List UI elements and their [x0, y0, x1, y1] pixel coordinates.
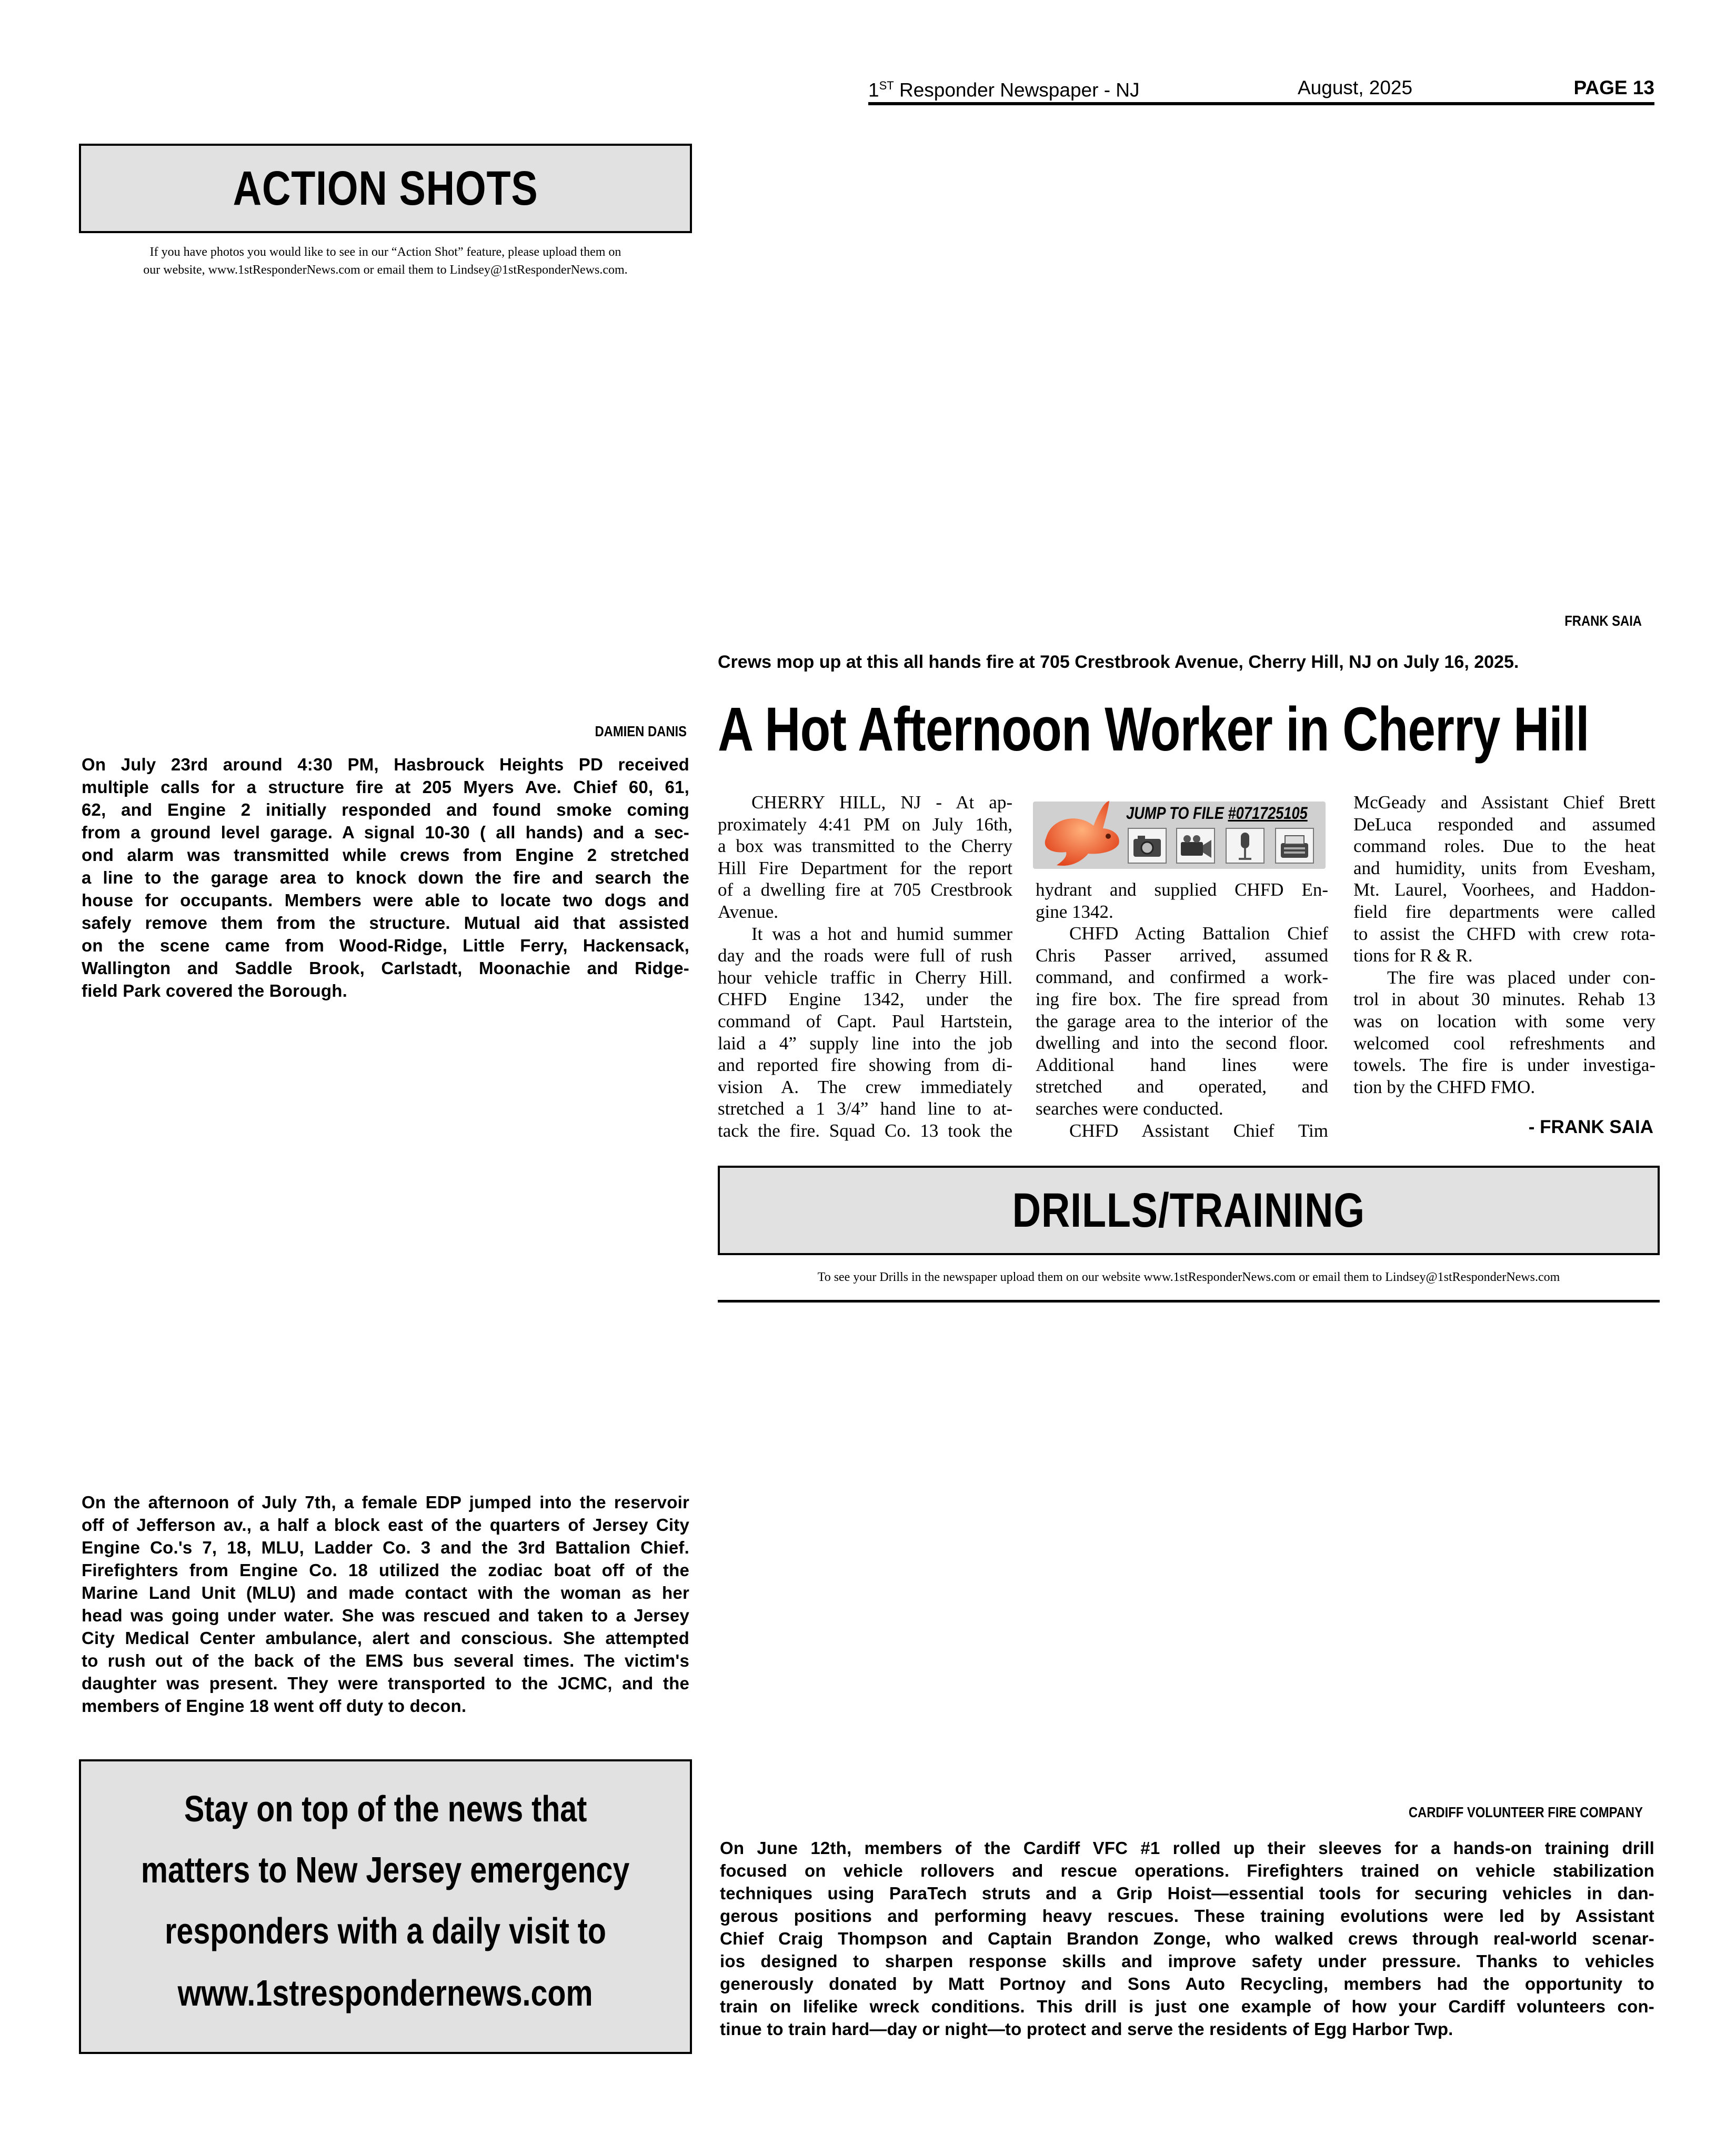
caption-line: On June 12th, members of the Cardiff VFC #1 rolled up their sleeves for a hands-on training drill [720, 1838, 1654, 1858]
article-line: Additional hand lines were [1036, 1054, 1328, 1075]
article-line: welcomed cool refreshments and [1353, 1033, 1655, 1054]
caption-line: 62, and Engine 2 initially responded and found smoke coming [82, 800, 689, 819]
article-byline: - FRANK SAIA [1528, 1117, 1653, 1137]
article-line: and reported fire showing from di- [718, 1055, 1012, 1076]
article-line: gine 1342. [1036, 901, 1113, 922]
caption-line: off of Jefferson av., a half a block east of the quarters of Jersey City [82, 1515, 689, 1535]
microphone-icon [1226, 828, 1264, 863]
caption-line: train on lifelike wreck conditions. This drill is just one example of how your Cardiff volunteers con- [720, 1997, 1654, 2016]
article-line: of a dwelling fire at 705 Crestbrook [718, 879, 1012, 900]
article-column-3 [1353, 792, 1655, 1098]
photo-hasbrouck [79, 284, 692, 716]
jump-label-text: JUMP TO FILE [1126, 804, 1228, 823]
action-shots-note [79, 243, 692, 279]
caption-line: a line to the garage area to knock down the fire and search the [82, 868, 689, 887]
article-line: It was a hot and humid summer [751, 923, 1012, 944]
article-line: The fire was placed under con- [1387, 967, 1655, 988]
media-icons [1126, 824, 1321, 866]
jump-file-number: #071725105 [1228, 804, 1308, 823]
article-line: ing fire box. The fire spread from [1036, 988, 1328, 1009]
article-line: day and the roads were full of rush [718, 945, 1012, 966]
photo-jersey-city [79, 1310, 692, 1489]
video-camera-icon [1177, 828, 1215, 863]
article-line: searches were conducted. [1036, 1098, 1223, 1119]
article-line: hour vehicle traffic in Cherry Hill. [718, 967, 1012, 988]
photo-credit-frank-saia: FRANK SAIA [1564, 613, 1642, 629]
article-line: Mt. Laurel, Voorhees, and Haddon- [1353, 879, 1655, 900]
camera-icon [1128, 828, 1166, 863]
article-line: vision A. The crew immediately [718, 1076, 1012, 1097]
promo-line: matters to New Jersey emergency [141, 1849, 630, 1890]
article-line: tions for R & R. [1353, 945, 1473, 966]
caption-line: Marine Land Unit (MLU) and made contact with the woman as her [82, 1583, 689, 1602]
article-line: Hill Fire Department for the report [718, 857, 1012, 878]
caption-line: on the scene came from Wood-Ridge, Little Ferry, Hackensack, [82, 936, 689, 955]
caption-line: gerous positions and performing heavy rescues. These training evolutions were led by Assistant [720, 1906, 1654, 1926]
caption-line: ond alarm was transmitted while crews from Engine 2 stretched [82, 845, 689, 865]
caption-line: head was going under water. She was rescued and taken to a Jersey [82, 1606, 689, 1625]
article-line: to assist the CHFD with crew rota- [1353, 923, 1655, 944]
article-line: and humidity, units from Evesham, [1353, 857, 1655, 878]
typewriter-icon [1276, 828, 1313, 863]
drills-training-banner [718, 1166, 1660, 1255]
article-line: laid a 4” supply line into the job [718, 1033, 1012, 1054]
article-line: dwelling and into the second floor. [1036, 1033, 1328, 1054]
caption-line: house for occupants. Members were able to locate two dogs and [82, 890, 689, 910]
cardiff-caption [720, 1837, 1654, 2040]
jersey-city-caption [82, 1491, 689, 1717]
caption-line: multiple calls for a structure fire at 205 Myers Ave. Chief 60, 61, [82, 777, 689, 797]
action-shots-title: ACTION SHOTS [233, 161, 538, 215]
promo-box[interactable] [79, 1759, 692, 2054]
article-line: was on location with some very [1353, 1010, 1655, 1031]
caption-line: from a ground level garage. A signal 10-30 ( all hands) and a sec- [82, 823, 689, 842]
caption-line: On July 23rd around 4:30 PM, Hasbrouck Heights PD received [82, 755, 689, 774]
promo-website-link[interactable]: www.1strespondernews.com [178, 1972, 593, 2013]
caption-line: Engine Co.'s 7, 18, MLU, Ladder Co. 3 and the 3rd Battalion Chief. [82, 1538, 689, 1557]
article-line: a box was transmitted to the Cherry [718, 836, 1012, 857]
caption-line: ios designed to sharpen response skills and improve safety under pressure. Thanks to vehicles [720, 1951, 1654, 1971]
article-line: Chris Passer arrived, assumed [1036, 945, 1328, 966]
article-line: Avenue. [718, 901, 778, 922]
caption-line: Wallington and Saddle Brook, Carlstadt, Moonachie and Ridge- [82, 958, 689, 978]
publication-prefix: 1 [868, 79, 879, 101]
caption-line: On the afternoon of July 7th, a female EDP jumped into the reservoir [82, 1492, 689, 1512]
caption-line: field Park covered the Borough. [82, 981, 347, 1000]
caption-line: Chief Craig Thompson and Captain Brandon Zonge, who walked crews through real-world scenar- [720, 1929, 1654, 1948]
caption-line: focused on vehicle rollovers and rescue operations. Firefighters trained on vehicle stabilization [720, 1861, 1654, 1880]
article-line: tion by the CHFD FMO. [1353, 1076, 1536, 1097]
publication-superscript: ST [879, 79, 894, 92]
caption-line: to rush out of the back of the EMS bus several times. The victim's [82, 1651, 689, 1670]
article-line: hydrant and supplied CHFD En- [1036, 879, 1328, 900]
header-rule [868, 102, 1654, 105]
article-line: CHFD Acting Battalion Chief [1069, 923, 1328, 944]
drills-note: To see your Drills in the newspaper upload them on our website www.1stResponderNews.com or email them to Lindsey@1stResponderNews.com [817, 1270, 1560, 1284]
article-line: CHFD Engine 1342, under the [718, 989, 1012, 1010]
article-line: command roles. Due to the heat [1353, 836, 1655, 857]
article-line: the garage area to the interior of the [1036, 1010, 1328, 1031]
caption-line: daughter was present. They were transported to the JCMC, and the [82, 1674, 689, 1693]
photo-credit-cardiff: CARDIFF VOLUNTEER FIRE COMPANY [1408, 1804, 1643, 1820]
photo-cherry-hill [718, 147, 1660, 605]
caption-line: members of Engine 18 went off duty to decon. [82, 1696, 467, 1716]
hasbrouck-caption [82, 753, 689, 1002]
article-line: proximately 4:41 PM on July 16th, [718, 814, 1012, 835]
photo-credit-damien-danis: DAMIEN DANIS [595, 723, 687, 739]
article-line: trol in about 30 minutes. Rehab 13 [1353, 989, 1655, 1010]
article-line: command, and confirmed a work- [1036, 967, 1328, 988]
article-line: tack the fire. Squad Co. 13 took the [718, 1120, 1012, 1141]
action-shots-note-line: our website, www.1stResponderNews.com or email them to Lindsey@1stResponderNews.com. [143, 263, 628, 277]
rabbit-icon [1036, 797, 1125, 870]
photo-cardiff [718, 1310, 1660, 1795]
article-line: towels. The fire is under investiga- [1353, 1055, 1655, 1076]
caption-line: tinue to train hard—day or night—to protect and serve the residents of Egg Harbor Twp. [720, 2019, 1453, 2039]
caption-line: Firefighters from Engine Co. 18 utilized the zodiac boat off of the [82, 1560, 689, 1580]
article-line: McGeady and Assistant Chief Brett [1353, 792, 1655, 813]
article-column-2 [1036, 879, 1328, 1141]
drills-training-title: DRILLS/TRAINING [1012, 1183, 1366, 1237]
article-line: CHERRY HILL, NJ - At ap- [751, 792, 1012, 813]
promo-line: responders with a daily visit to [165, 1910, 606, 1951]
drills-rule [718, 1300, 1660, 1303]
article-headline: A Hot Afternoon Worker in Cherry Hill [718, 695, 1589, 764]
publication-rest: Responder Newspaper - NJ [894, 79, 1140, 101]
caption-line: safely remove them from the structure. Mutual aid that assisted [82, 913, 689, 933]
article-line: field fire departments were called [1353, 901, 1655, 922]
photo-caption-cherry-hill: Crews mop up at this all hands fire at 705 Crestbrook Avenue, Cherry Hill, NJ on July 16, 2025. [718, 652, 1519, 672]
caption-line: City Medical Center ambulance, alert and conscious. She attempted [82, 1628, 689, 1648]
publication-name [868, 79, 1140, 101]
jump-to-file-label[interactable] [1126, 804, 1308, 823]
article-line: stretched a 1 3/4” hand line to at- [718, 1098, 1012, 1119]
action-shots-note-line: If you have photos you would like to see in our “Action Shot” feature, please upload them on [149, 245, 621, 259]
promo-line: Stay on top of the news that [184, 1788, 587, 1829]
article-line: stretched and operated, and [1036, 1076, 1328, 1097]
action-shots-banner [79, 144, 692, 233]
page-number: PAGE 13 [1573, 77, 1654, 98]
article-line: DeLuca responded and assumed [1353, 814, 1655, 835]
article-column-1 [718, 792, 1012, 1142]
article-line: command of Capt. Paul Hartstein, [718, 1010, 1012, 1031]
caption-line: generously donated by Matt Portnoy and Sons Auto Recycling, members had the opportunity to [720, 1974, 1654, 1993]
article-line: CHFD Assistant Chief Tim [1069, 1120, 1328, 1141]
issue-date: August, 2025 [1298, 77, 1413, 98]
caption-line: techniques using ParaTech struts and a Grip Hoist—essential tools for securing vehicles in dan- [720, 1883, 1654, 1903]
